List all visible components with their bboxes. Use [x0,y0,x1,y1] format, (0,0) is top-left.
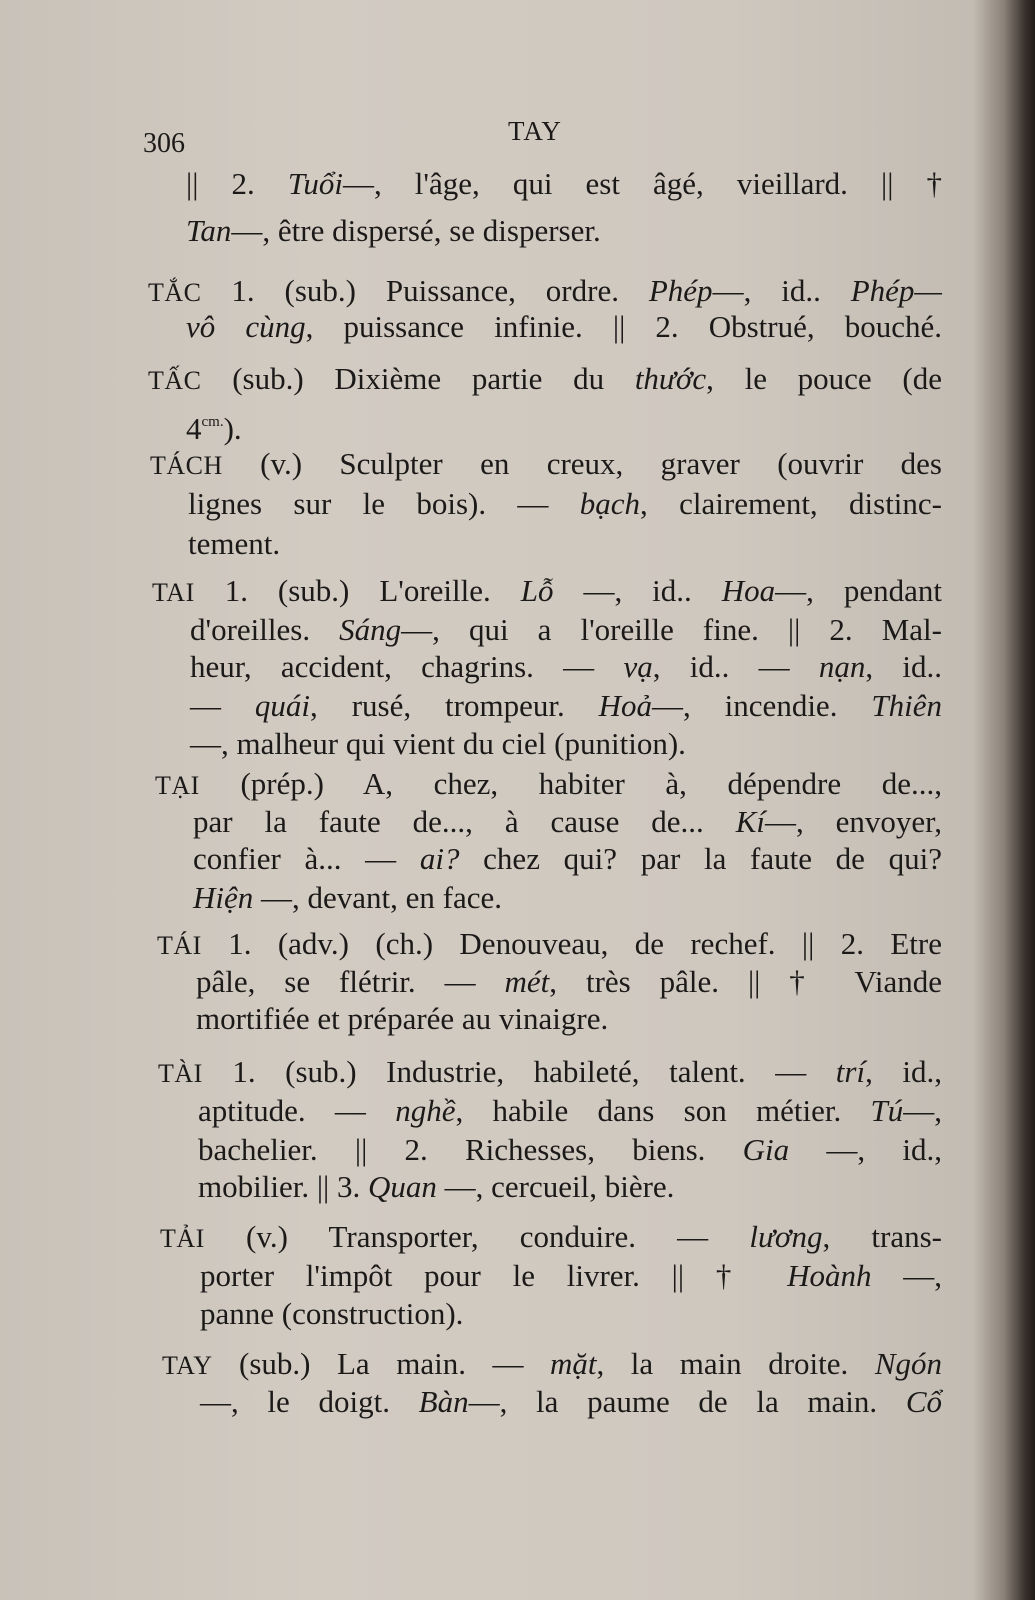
definition-text: 1. (sub.) L'oreille. [194,573,521,608]
headword: TẠI [155,771,200,800]
definition-text: (prép.) A, chez, habiter à, dépendre de..., [199,766,942,801]
definition-text: , clairement, distinc- [640,486,943,521]
definition-text: d'oreilles. [190,612,340,647]
definition-text: —, la paume de la main. [468,1384,906,1419]
definition-text: 1. (adv.) (ch.) Denouveau, de rechef. || 2. Etre [201,926,942,961]
definition-text: tement. [188,526,281,561]
definition-text: —, le doigt. [200,1384,419,1419]
vietnamese-term: Lỗ [520,573,554,608]
entry-text-line [200,1384,942,1420]
entry-text-line [186,166,942,202]
vietnamese-term: nghề [395,1093,456,1128]
entry-headword-line [155,766,942,804]
definition-text: —, cercueil, bière. [436,1169,675,1204]
entry-headword-line [157,926,942,964]
entry-headword-line [162,1346,942,1384]
vietnamese-term: vô cùng [186,309,306,344]
vietnamese-term: Phép— [850,273,942,308]
definition-text: —, envoyer, [764,804,942,839]
page-number: 306 [143,128,185,159]
entry-text-line [196,964,942,1000]
definition-text: (sub.) La main. — [212,1346,551,1381]
definition-text: chez qui? par la faute de qui? [459,841,942,876]
definition-text: , trans- [822,1219,942,1254]
definition-text: mobilier. || 3. [198,1169,368,1204]
superscript: cm. [201,414,224,430]
headword: TẢI [160,1224,205,1253]
definition-text: , rusé, trompeur. [310,688,599,723]
definition-text: (v.) Transporter, conduire. — [204,1219,750,1254]
definition-text: , id., [865,1054,942,1089]
vietnamese-term: Hoả [598,688,653,723]
vietnamese-term: Cổ [905,1384,942,1419]
definition-text: — [190,688,255,723]
definition-text: , habile dans son métier. [455,1093,871,1128]
vietnamese-term: Tú [870,1093,904,1128]
vietnamese-term: Tuổi [287,166,343,201]
definition-text: —, qui a l'oreille fine. || 2. Mal- [401,612,942,647]
entry-text-line [193,841,942,877]
definition-text: panne (construction). [200,1296,464,1331]
definition-text: —, devant, en face. [253,880,503,915]
definition-text: 1. (sub.) Puissance, ordre. [201,273,649,308]
vietnamese-term: Sáng [339,612,402,647]
definition-text: , la main droite. [596,1346,875,1381]
definition-text: —, être dispersé, se disperser. [231,213,601,248]
running-head: TAY [508,116,562,146]
entry-text-line [190,612,942,648]
definition-text: porter l'impôt pour le livrer. || † [200,1258,788,1293]
definition-text: —, pendant [775,573,942,608]
headword: TAY [162,1351,213,1380]
vietnamese-term: lương [749,1219,823,1254]
vietnamese-term: mặt [550,1346,597,1381]
definition-text: , id.. [865,649,942,684]
entry-text-line [200,1296,463,1332]
vietnamese-term: Thiên [871,688,942,723]
vietnamese-term: Hoa [721,573,776,608]
vietnamese-term: quái [254,688,311,723]
vietnamese-term: Ngón [874,1346,942,1381]
headword: TAI [152,578,195,607]
vietnamese-term: mét [504,964,550,999]
definition-text: (v.) Sculpter en creux, graver (ouvrir des [222,446,942,481]
entry-text-line [196,1001,608,1037]
vietnamese-term: Phép [648,273,713,308]
headword: TÁCH [150,451,223,480]
definition-text: (sub.) Dixième partie du [201,361,635,396]
entry-text-line [200,1258,942,1294]
vietnamese-term: Tan [186,213,232,248]
definition-text: —, id., [789,1132,942,1167]
vietnamese-term: trí [835,1054,866,1089]
entry-text-line [186,404,242,447]
definition-text: , le pouce (de [706,361,942,396]
vietnamese-term: Hoành [787,1258,872,1293]
definition-text: , très pâle. || † Viande [549,964,943,999]
entry-text-line [190,688,942,724]
definition-text: , puissance infinie. || 2. Obstrué, bouché. [305,309,942,344]
entry-text-line [190,726,686,762]
definition-text: —, [871,1258,943,1293]
definition-text: , id.. — [652,649,819,684]
vietnamese-term: Bàn [418,1384,469,1419]
vietnamese-term: bạch [579,486,641,521]
definition-text: heur, accident, chagrins. — [190,649,624,684]
entry-text-line [188,526,280,562]
vietnamese-term: Gia [742,1132,790,1167]
definition-text: —, l'âge, qui est âgé, vieillard. || † [342,166,942,201]
vietnamese-term: Hiện [193,880,254,915]
entry-headword-line [150,446,942,484]
vietnamese-term: Kí [735,804,765,839]
definition-text: ). [223,411,242,446]
entry-headword-line [148,273,942,311]
vietnamese-term: nạn [818,649,866,684]
definition-text: || 2. [186,166,288,201]
definition-text: mortifiée et préparée au vinaigre. [196,1001,609,1036]
entry-text-line [198,1132,942,1168]
entry-text-line [186,309,942,345]
headword: TẮC [148,278,202,307]
definition-text: —, [903,1093,942,1128]
headword: TÁI [157,931,202,960]
definition-text: aptitude. — [198,1093,396,1128]
definition-text: 4 [186,411,202,446]
entry-headword-line [148,361,942,399]
vietnamese-term: ai? [419,841,460,876]
definition-text: 1. (sub.) Industrie, habileté, talent. — [202,1054,836,1089]
vietnamese-term: vạ [623,649,653,684]
definition-text: —, incendie. [652,688,872,723]
vietnamese-term: Quan [368,1169,437,1204]
entry-text-line [193,880,502,916]
definition-text: —, id.. [712,273,851,308]
definition-text: lignes sur le bois). — [188,486,580,521]
entry-text-line [193,804,942,840]
headword: TÀI [158,1059,203,1088]
definition-text: pâle, se flétrir. — [196,964,505,999]
entry-text-line [188,486,942,522]
entry-text-line [198,1169,674,1205]
entry-text-line [186,213,601,249]
entry-text-line [190,649,942,685]
headword: TẤC [148,366,202,395]
definition-text: confier à... — [193,841,420,876]
definition-text: —, malheur qui vient du ciel (punition). [190,726,686,761]
entry-headword-line [158,1054,942,1092]
definition-text: par la faute de..., à cause de... [193,804,736,839]
vietnamese-term: thước [634,361,707,396]
definition-text: bachelier. || 2. Richesses, biens. [198,1132,743,1167]
entry-text-line [198,1093,942,1129]
entry-headword-line [152,573,942,611]
entry-headword-line [160,1219,942,1257]
definition-text: —, id.. [553,573,722,608]
